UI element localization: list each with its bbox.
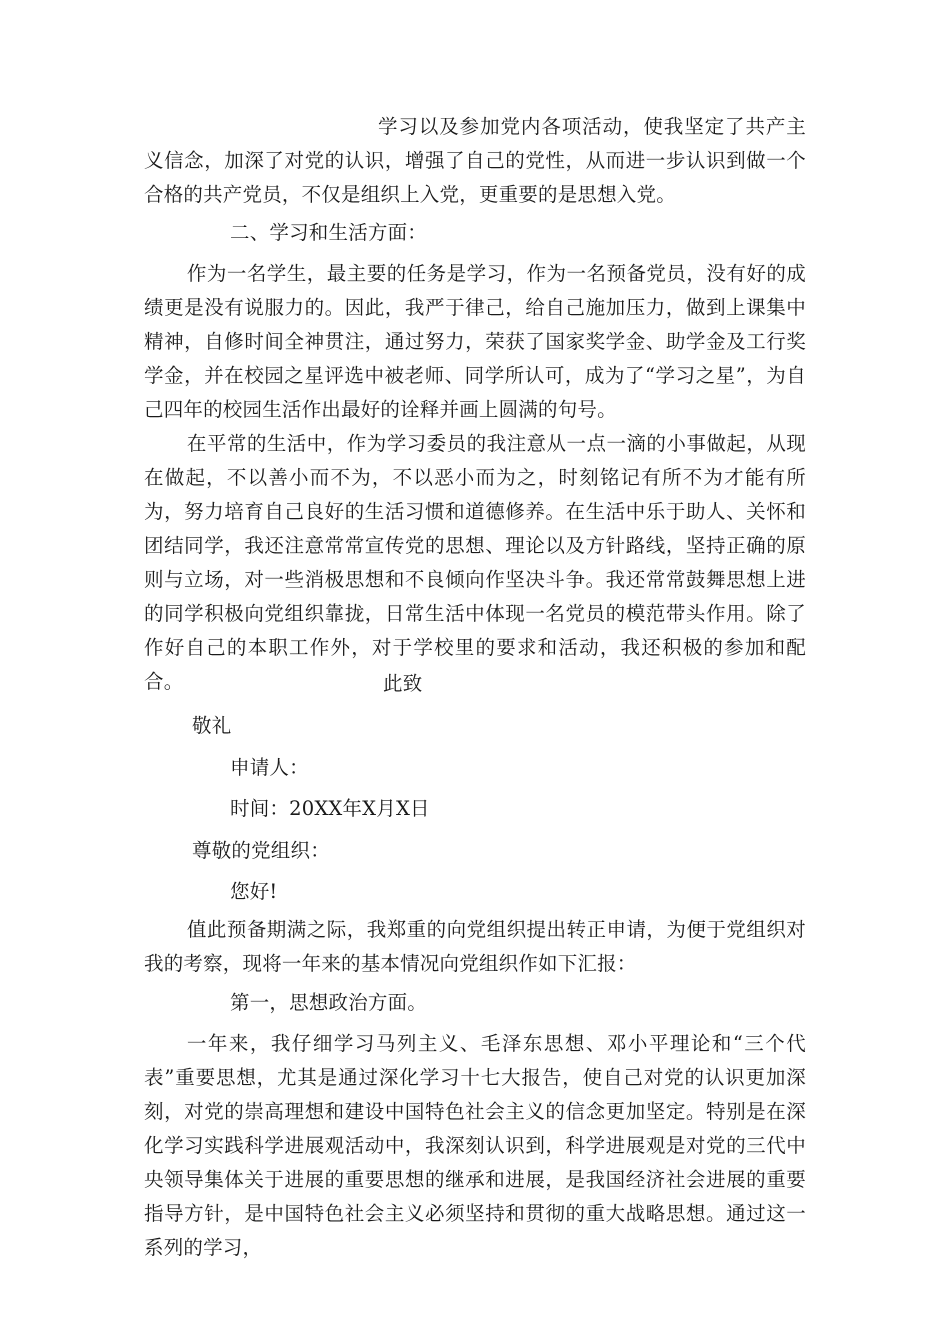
applicant-line: 申请人：: [230, 756, 309, 779]
greeting: 您好!: [230, 880, 278, 903]
paragraph-intro-continuation: 学习以及参加党内各项活动，使我坚定了共产主义信念，加深了对党的认识，增强了自己的党性，从而进一步认识到做一个合格的共产党员，不仅是组织上入党，更重要的是思想入党。: [144, 115, 806, 206]
section-heading-study-life: 二、学习和生活方面：: [230, 221, 428, 244]
paragraph-application: 值此预备期满之际，我郑重的向党组织提出转正申请，为便于党组织对我的考察，现将一年来的基本情况向党组织作如下汇报：: [144, 918, 806, 975]
paragraph-daily-life: 在平常的生活中，作为学习委员的我注意从一点一滴的小事做起，从现在做起，不以善小而不为，不以恶小而为之，时刻铭记有所不为才能有所为，努力培育自己良好的生活习惯和道德修养。在生活中乐于助人、关怀和团结同学，我还注意常常宣传党的思想、理论以及方针路线，坚持正确的原则与立场，对一些消极思想和不良倾向作坚决斗争。我还常常鼓舞思想上进的同学积极向党组织靠拢，日常生活中体现一名党员的模范带头作用。除了作好自己的本职工作外，对于学校里的要求和活动，我还积极的参加和配合。: [144, 432, 806, 693]
date-line: 时间：20XX年X月X日: [230, 797, 430, 820]
closing-jingli: 敬礼: [192, 714, 232, 737]
salutation: 尊敬的党组织：: [192, 839, 330, 862]
paragraph-study: 作为一名学生，最主要的任务是学习，作为一名预备党员，没有好的成绩更是没有说服力的。因此，我严于律己，给自己施加压力，做到上课集中精神，自修时间全神贯注，通过努力，荣获了国家奖学金、助学金及工行奖学金，并在校园之星评选中被老师、同学所认可，成为了“学习之星”，为自己四年的校园生活作出最好的诠释并画上圆满的句号。: [144, 262, 806, 421]
section-heading-political: 第一，思想政治方面。: [230, 991, 428, 1014]
closing-cizhi: 此致: [383, 672, 423, 695]
paragraph-political: 一年来，我仔细学习马列主义、毛泽东思想、邓小平理论和“三个代表”重要思想，尤其是通过深化学习十七大报告，使自己对党的认识更加深刻，对党的崇高理想和建设中国特色社会主义的信念更加坚定。特别是在深化学习实践科学进展观活动中，我深刻认识到，科学进展观是对党的三代中央领导集体关于进展的重要思想的继承和进展，是我国经济社会进展的重要指导方针，是中国特色社会主义必须坚持和贯彻的重大战略思想。通过这一系列的学习，: [144, 1032, 806, 1259]
